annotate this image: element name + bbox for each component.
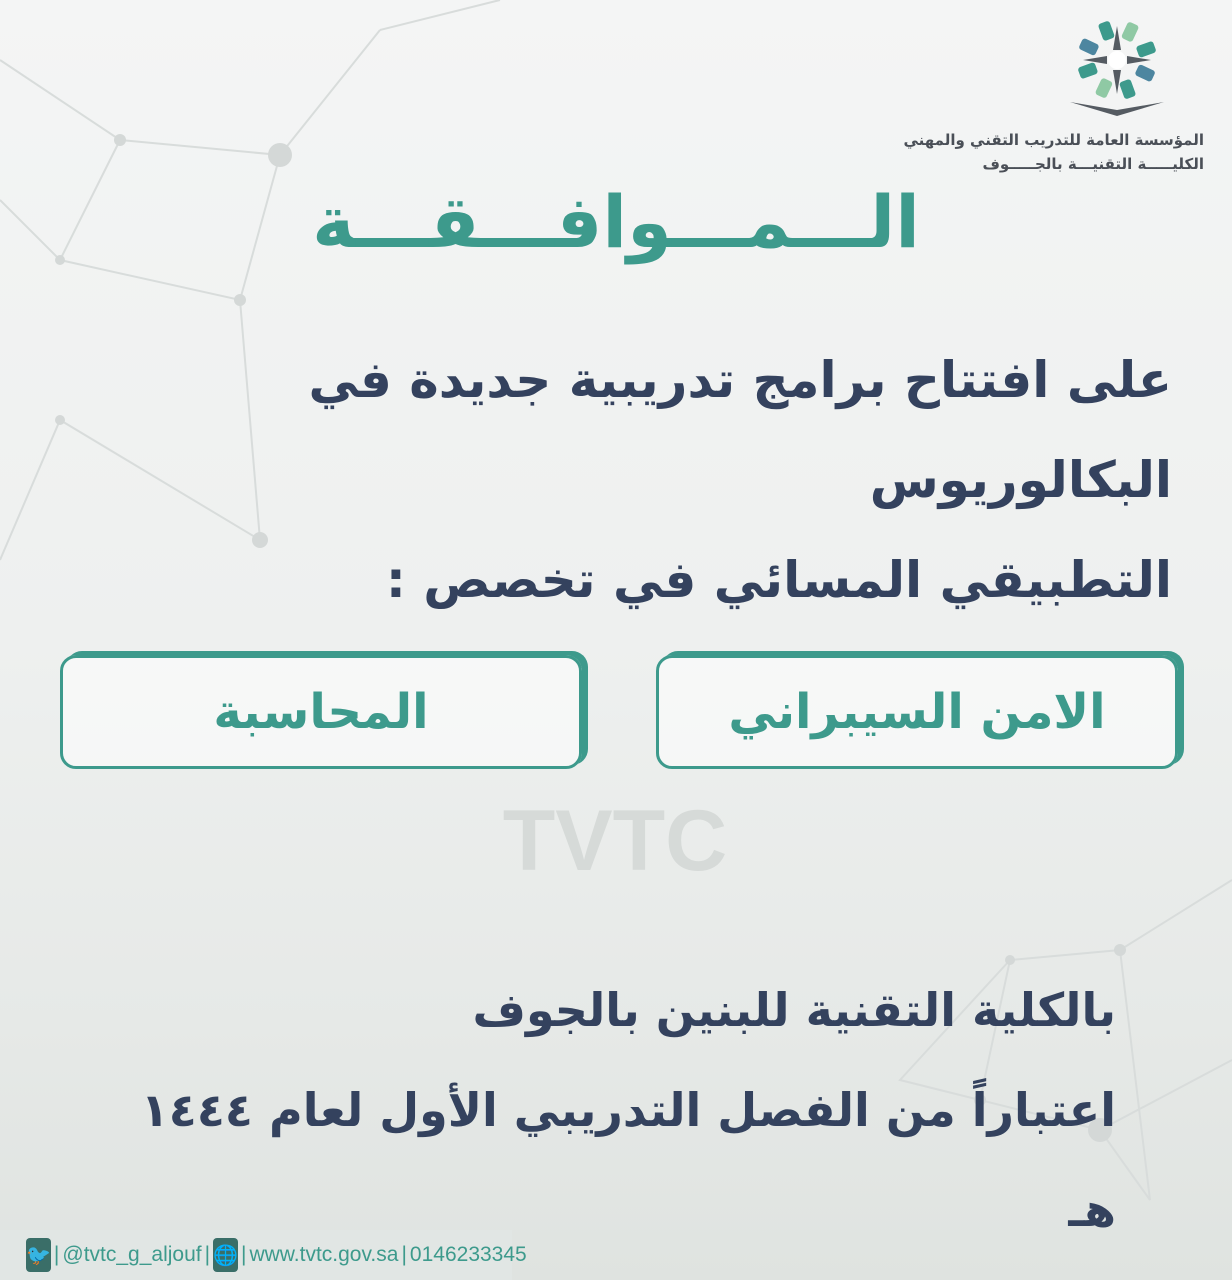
website-link[interactable]: www.tvtc.gov.sa [249,1243,399,1266]
lead-line-2: التطبيقي المسائي في تخصص : [385,551,1172,609]
page-title: الـــمـــوافـــقـــة [312,180,920,264]
tvtc-watermark: TVTC [502,793,728,889]
announcement-text [60,330,1172,630]
organization-name [903,128,1204,176]
globe-icon: 🌐 [213,1238,238,1272]
tvtc-logo [1062,12,1172,122]
footer-line-1: بالكلية التقنية للبنين بالجوف [472,983,1116,1037]
org-line-1: المؤسسة العامة للتدريب التقني والمهني [903,131,1204,149]
program-accounting: المحاسبة [60,655,582,769]
contact-bar: 🐦 | @tvtc_g_aljouf | 🌐 | www.tvtc.gov.sa | 0146233345 [0,1230,512,1280]
twitter-icon: 🐦 [26,1238,51,1272]
program-cybersecurity: الامن السيبراني [656,655,1178,769]
footer-line-2: اعتباراً من الفصل التدريبي الأول لعام ١٤٤٤ هـ [140,1083,1116,1237]
org-line-2: الكليـــــة التقنيـــة بالجـــــوف [982,155,1204,173]
footer-text [100,960,1116,1260]
phone-number: 0146233345 [409,1243,527,1266]
twitter-handle[interactable]: @tvtc_g_aljouf [62,1243,202,1266]
lead-line-1: على افتتاح برامج تدريبية جديدة في البكالوريوس [308,351,1172,509]
